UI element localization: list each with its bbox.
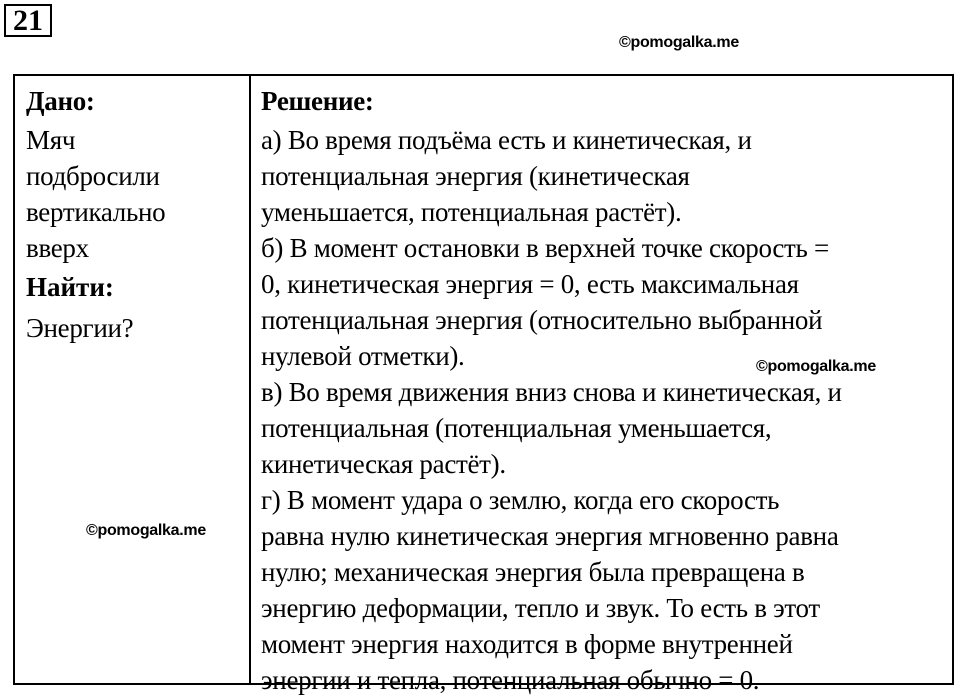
given-line: вертикально [26, 197, 166, 227]
given-line: вверх [26, 233, 89, 263]
find-text: Энергии? [26, 313, 134, 343]
given-column [15, 76, 251, 683]
solution-heading: Решение: [261, 86, 374, 116]
solution-table [13, 74, 954, 695]
solution-line: б) В момент остановки в верхней точке скорость = [261, 233, 829, 263]
solution-line: кинетическая растёт). [261, 449, 506, 479]
solution-line: г) В момент удара о землю, когда его скорость [261, 485, 780, 515]
solution-line: нулевой отметки). [261, 341, 465, 371]
solution-line: потенциальная (потенциальная уменьшается, [261, 413, 772, 443]
solution-line: 0, кинетическая энергия = 0, есть максимальная [261, 269, 799, 299]
find-heading: Найти: [26, 272, 114, 302]
given-heading: Дано: [26, 86, 95, 116]
solution-line: потенциальная энергия (относительно выбранной [261, 305, 823, 335]
solution-line: уменьшается, потенциальная растёт). [261, 197, 682, 227]
watermark-left: ©pomogalka.me [86, 522, 206, 539]
solution-line: нулю; механическая энергия была превращена в [261, 557, 805, 587]
watermark-middle: ©pomogalka.me [756, 358, 876, 375]
solution-line: равна нулю кинетическая энергия мгновенно равна [261, 521, 839, 551]
solution-line: потенциальная энергия (кинетическая [261, 161, 690, 191]
watermark-top: ©pomogalka.me [619, 34, 739, 51]
problem-number-box: 21 [4, 4, 52, 37]
solution-line: а) Во время подъёма есть и кинетическая, и [261, 125, 752, 155]
given-line: подбросили [26, 161, 160, 191]
solution-line: в) Во время движения вниз снова и кинетическая, и [261, 377, 842, 407]
solution-column [251, 76, 952, 695]
solution-line: энергию деформации, тепло и звук. То есть в этот [261, 593, 820, 623]
solution-line: энергии и тепла, потенциальная обычно = 0. [261, 665, 760, 695]
given-line: Мяч [26, 125, 76, 155]
solution-line: момент энергия находится в форме внутренней [261, 629, 793, 659]
